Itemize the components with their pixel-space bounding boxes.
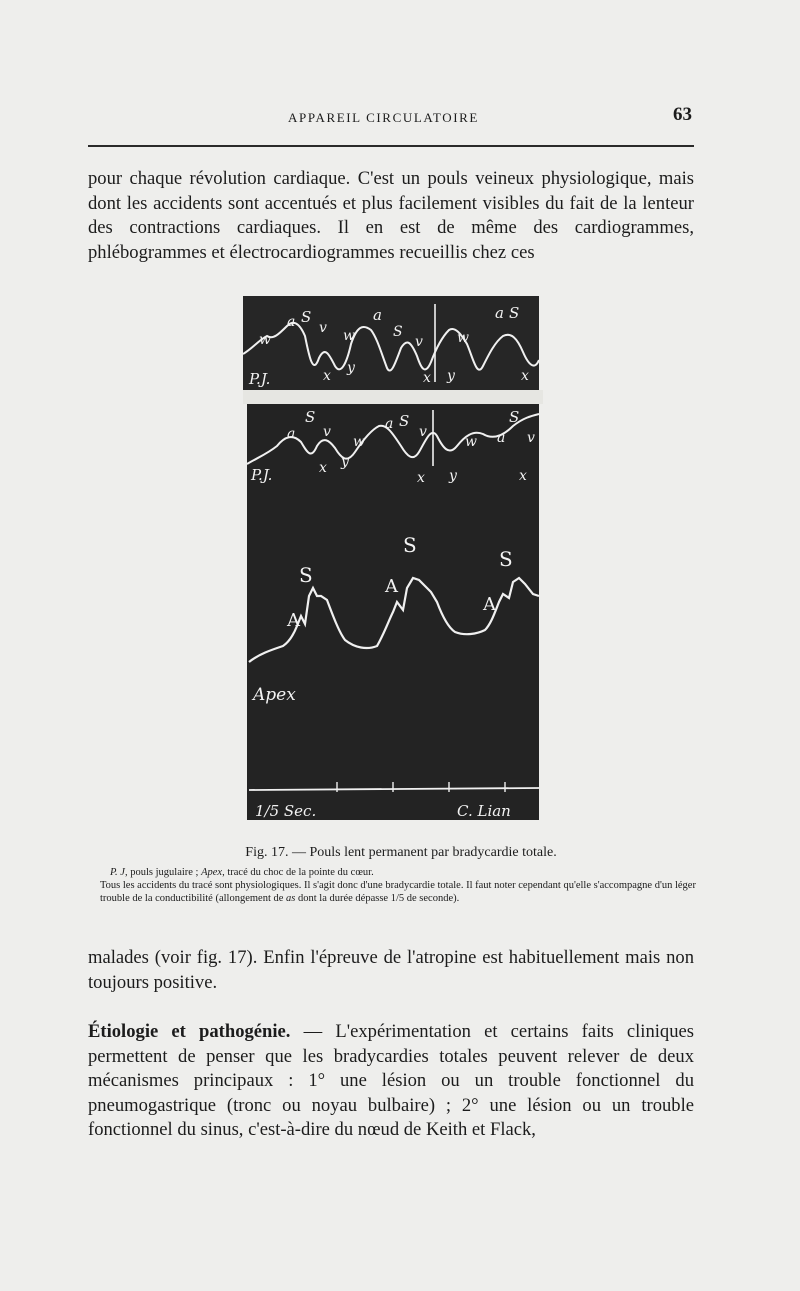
trace-letter: A [483, 594, 496, 615]
trace-letter: w [259, 332, 271, 348]
section-heading: Étiologie et pathogénie. [88, 1021, 291, 1042]
trace-letter: S [299, 563, 313, 587]
trace-letter: S [399, 412, 410, 430]
caption-note-1: Tous les accidents du tracé sont physiologiques. Il s'agit donc d'une bradycardie totale. Il faut noter cependant qu'elle s'accompagne d'un léger trouble de la conductibilité (allongement de [100, 880, 696, 904]
trace-letter: v [527, 430, 535, 446]
trace-letter: a [373, 306, 382, 324]
trace-letter: A [385, 576, 398, 597]
trace-letter: v [415, 334, 423, 350]
time-marker-label: 1/5 Sec. [255, 802, 317, 820]
trace-letter: a [287, 426, 296, 442]
trace-letter: y [447, 368, 455, 384]
paragraph-1: pour chaque révolution cardiaque. C'est un pouls veineux physiologique, mais dont les accidents sont accentués et plus facilement visibles du fait de la lenteur des contractions cardiaques. Il en est de même des cardiogrammes, phlébogrammes et électrocardiogrammes recueillis chez ces [88, 168, 694, 263]
paragraph-3 [88, 1020, 694, 1143]
pj-label-2: P.J. [251, 466, 273, 484]
trace-letter: S [403, 533, 417, 557]
trace-letter: y [449, 468, 457, 484]
trace-letter: S [509, 304, 520, 322]
trace-letter: S [301, 308, 312, 326]
caption-note [100, 879, 702, 905]
trace-letter: S [305, 408, 316, 426]
caption-pj-text: , pouls jugulaire ; [124, 867, 202, 878]
caption-note-2: dont la durée dépasse 1/5 de seconde). [298, 893, 460, 904]
trace-letter: x [319, 460, 327, 476]
trace-letter: S [393, 324, 403, 340]
trace-letter: a [385, 416, 394, 432]
trace-letter: A [287, 610, 300, 631]
trace-letter: w [353, 434, 365, 450]
trace-letter: x [423, 370, 431, 386]
trace-letter: a [495, 304, 504, 322]
caption-apex-text: , tracé du choc de la pointe du cœur. [222, 867, 374, 878]
pj-label-1: P.J. [249, 370, 271, 388]
running-head: APPAREIL CIRCULATOIRE [288, 110, 479, 125]
trace-letter: w [457, 330, 469, 346]
figure-caption [100, 845, 702, 905]
apex-label: Apex [253, 685, 296, 705]
caption-pj-term: P. J [110, 867, 125, 878]
author-label: C. Lian [457, 802, 511, 820]
trace-letter: x [323, 368, 331, 384]
trace-letter: x [417, 470, 425, 486]
caption-apex-term: Apex [201, 867, 223, 878]
trace-letter: v [323, 424, 331, 440]
panel-gap [243, 390, 543, 404]
trace-letter: w [343, 328, 355, 344]
caption-legend [100, 866, 702, 879]
trace-letter: S [499, 547, 513, 571]
caption-title: Fig. 17. — Pouls lent permanent par bradycardie totale. [245, 845, 557, 860]
trace-letter: a [497, 430, 506, 446]
paragraph-3-text: — L'expérimentation et certains faits cliniques permettent de penser que les bradycardies totales peuvent relever de deux mécanismes principaux : 1° une lésion ou un trouble fonctionnel du pneumogastrique (tronc ou noyau bulbaire) ; 2° une lésion ou un trouble fonctionnel du sinus, c'est-à-dire du nœud de Keith et Flack, [88, 1021, 694, 1140]
header-rule [88, 145, 694, 147]
caption-as-term: as [286, 893, 296, 904]
trace-letter: v [319, 320, 327, 336]
figure-17-tracings [243, 296, 543, 820]
trace-letter: v [419, 424, 427, 440]
trace-letter: y [341, 454, 349, 470]
trace-letter: y [347, 360, 355, 376]
trace-letter: a [287, 314, 296, 330]
paragraph-2: malades (voir fig. 17). Enfin l'épreuve de l'atropine est habituellement mais non toujours positive. [88, 947, 694, 993]
page-header [88, 104, 694, 134]
trace-letter: w [465, 434, 477, 450]
page-number: 63 [673, 104, 692, 125]
trace-letter: x [521, 368, 529, 384]
trace-letter: S [509, 408, 520, 426]
tracing-image [243, 296, 543, 820]
trace-letter: x [519, 468, 527, 484]
